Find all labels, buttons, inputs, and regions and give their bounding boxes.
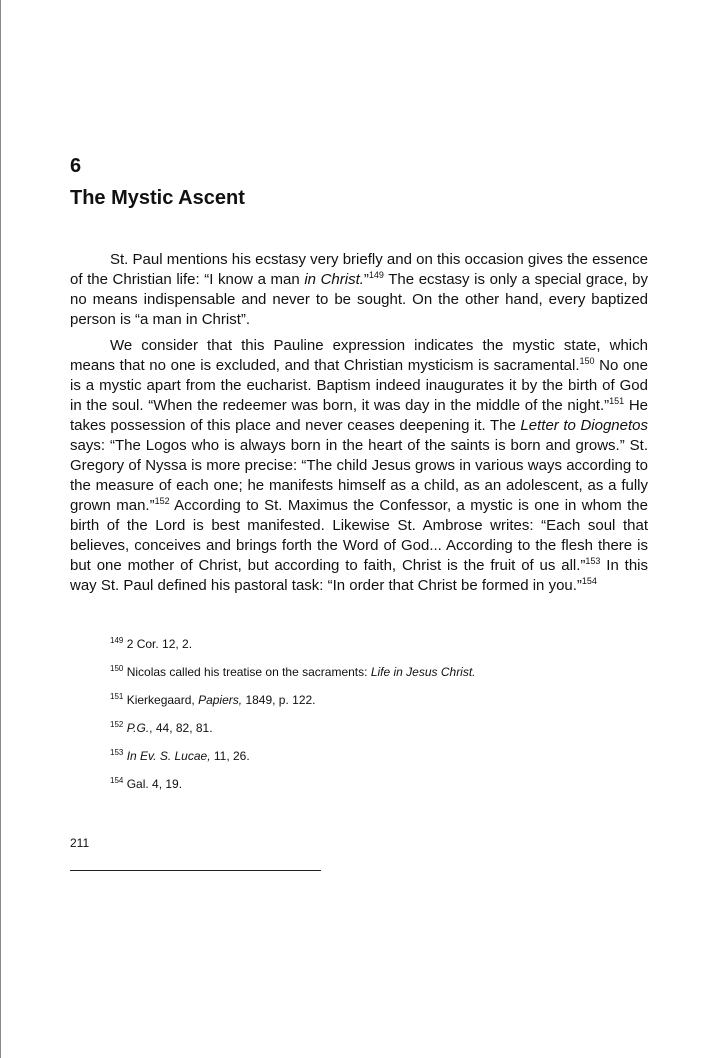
footnote-ref: 152 <box>154 496 170 506</box>
text-run: We consider that this Pauline expression indicates the mystic state, which means that no one is excluded, and that Christian mysticism is sacramental. <box>70 337 648 374</box>
chapter-number: 6 <box>70 155 82 177</box>
text-run: says: “The Logos who is always born in the heart of the saints is born and grows.” St. Gregory of Nyssa is more precise: “The child Jesus grows in various ways according to the measure of each one; he manifests himself as a child, as an adolescent, as a fully grown man.” <box>70 437 648 514</box>
text-run: Gal. 4, 19. <box>123 777 183 791</box>
footnote-ref: 154 <box>110 776 124 785</box>
italic-text: Life in Jesus Christ. <box>370 665 476 679</box>
text-run: The ecstasy is only a special grace, by no means indispensable and never to be sought. On the other hand, every baptized person is “a man in Christ”. <box>70 271 649 328</box>
text-run: , 44, 82, 81. <box>149 721 213 735</box>
italic-text: Letter to Diognetos <box>520 417 648 434</box>
text-run: St. Paul mentions his ecstasy very briefly and on this occasion gives the essence of the Christian life: “I know a man <box>70 251 648 288</box>
text-run: Nicolas called his treatise on the sacraments: <box>123 665 371 679</box>
text-run: He takes possession of this place and never ceases deepening it. The <box>70 397 648 434</box>
footnote-ref: 151 <box>110 692 124 701</box>
footer-rule <box>70 870 321 871</box>
footnote-ref: 153 <box>585 556 601 566</box>
paragraph <box>70 336 648 596</box>
footnote-ref: 150 <box>110 664 124 673</box>
footnotes <box>110 636 630 804</box>
text-run: In this way St. Paul defined his pastoral task: “In order that Christ be formed in you.” <box>70 557 648 594</box>
footnote-ref: 153 <box>110 748 124 757</box>
footnote <box>110 748 630 764</box>
text-run: Kierkegaard, <box>123 693 199 707</box>
text-run: 11, 26. <box>210 749 250 763</box>
footnote <box>110 720 630 736</box>
italic-text: In Ev. S. Lucae, <box>126 749 211 763</box>
italic-text: in Christ. <box>304 271 364 288</box>
paragraph <box>70 250 648 330</box>
text-run: No one is a mystic apart from the eucharist. Baptism indeed inaugurates it by the birth of God in the soul. “When the redeemer was born, it was day in the middle of the night.” <box>70 357 648 414</box>
footnote-ref: 151 <box>609 396 625 406</box>
text-run: 1849, p. 122. <box>242 693 316 707</box>
italic-text: Papiers, <box>198 693 243 707</box>
footnote-ref: 152 <box>110 720 124 729</box>
text-run: According to St. Maximus the Confessor, a mystic is one in whom the birth of the Lord is best manifested. Likewise St. Ambrose writes: “Each soul that believes, conceives and brings forth the Word of God... According to the flesh there is but one mother of Christ, but according to faith, Christ is the fruit of us all.” <box>70 497 648 574</box>
page-number: 211 <box>70 836 90 850</box>
body-text <box>70 250 648 596</box>
footnote <box>110 636 630 652</box>
page-left-border <box>0 0 1 1058</box>
footnote <box>110 776 630 792</box>
footnote <box>110 692 630 708</box>
footnote-ref: 149 <box>368 270 384 280</box>
footnote-ref: 150 <box>579 356 595 366</box>
footnote-ref: 149 <box>110 636 124 645</box>
text-run: 2 Cor. 12, 2. <box>123 637 193 651</box>
italic-text: P.G. <box>126 721 150 735</box>
footnote-ref: 154 <box>581 576 597 586</box>
footnote <box>110 664 630 680</box>
chapter-title: The Mystic Ascent <box>70 187 245 209</box>
text-run: ” <box>363 271 369 288</box>
